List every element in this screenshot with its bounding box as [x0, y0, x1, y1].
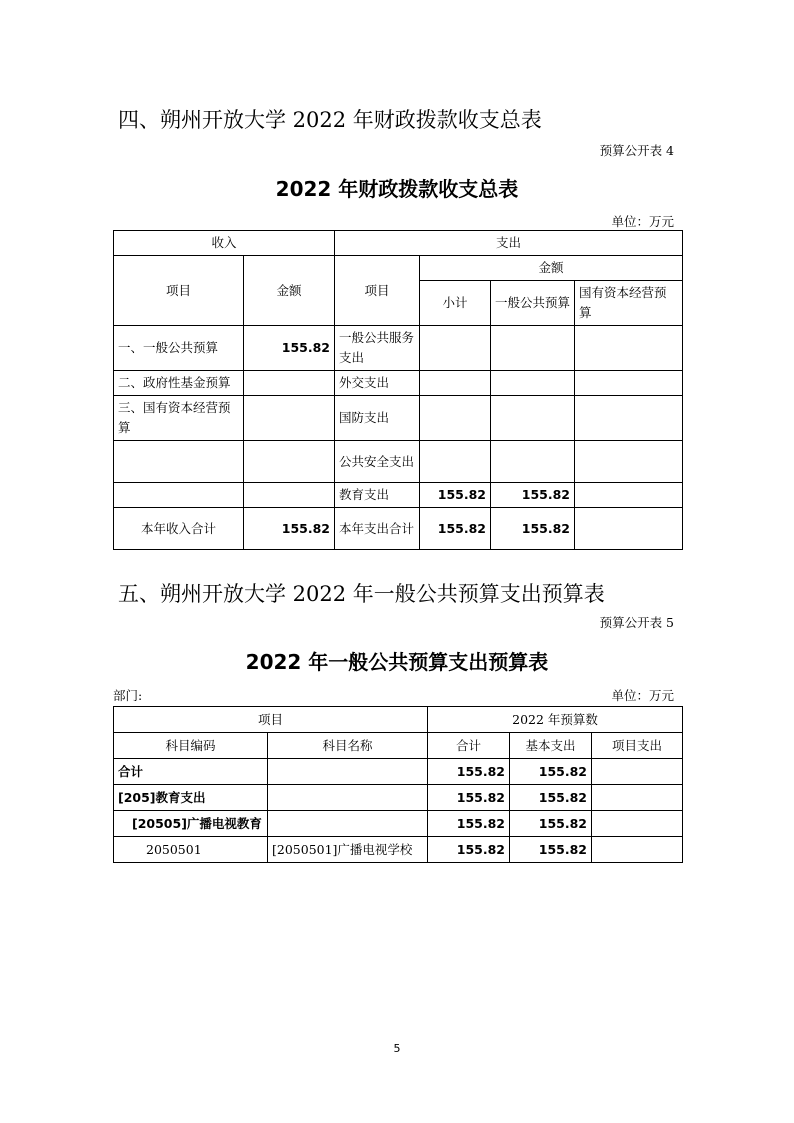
expense-item: 国防支出	[335, 396, 420, 441]
project-value	[592, 837, 683, 863]
expense-state	[575, 396, 683, 441]
income-amount	[244, 483, 335, 508]
income-amount	[244, 371, 335, 396]
total-value: 155.82	[428, 759, 510, 785]
section4-heading: 四、朔州开放大学 2022 年财政拨款收支总表	[118, 108, 542, 132]
section5-table-number: 预算公开表 5	[599, 615, 674, 630]
basic-value: 155.82	[510, 837, 592, 863]
header-income-amount: 金额	[244, 256, 335, 326]
expense-item: 教育支出	[335, 483, 420, 508]
project-value	[592, 759, 683, 785]
income-item	[114, 483, 244, 508]
expense-general: 155.82	[491, 483, 575, 508]
section4-title: 2022 年财政拨款收支总表	[275, 177, 519, 201]
fiscal-summary-table	[113, 230, 683, 550]
header-budget-year: 2022 年预算数	[428, 707, 683, 733]
table-row	[114, 837, 683, 863]
expense-subtotal	[420, 326, 491, 371]
header-subtotal: 小计	[420, 281, 491, 326]
header-basic: 基本支出	[510, 733, 592, 759]
general-budget-table	[113, 706, 683, 863]
table-row	[114, 396, 683, 441]
section5-department: 部门:	[113, 688, 143, 703]
expense-general	[491, 371, 575, 396]
header-subject-name: 科目名称	[268, 733, 428, 759]
expense-subtotal: 155.82	[420, 483, 491, 508]
header-general-budget: 一般公共预算	[491, 281, 575, 326]
project-value	[592, 785, 683, 811]
expense-general	[491, 326, 575, 371]
subject-name	[268, 811, 428, 837]
expense-subtotal	[420, 371, 491, 396]
subject-name	[268, 785, 428, 811]
subject-code: [20505]广播电视教育	[114, 811, 268, 837]
income-item: 一、一般公共预算	[114, 326, 244, 371]
income-amount: 155.82	[244, 326, 335, 371]
section5-unit: 单位：万元	[611, 688, 674, 703]
income-amount	[244, 396, 335, 441]
header-state-capital: 国有资本经营预算	[575, 281, 683, 326]
section4-unit: 单位：万元	[611, 214, 674, 229]
expense-state	[575, 441, 683, 483]
expense-state	[575, 371, 683, 396]
table-row	[114, 326, 683, 371]
table-row	[114, 441, 683, 483]
header-income: 收入	[114, 231, 335, 256]
header-project: 项目支出	[592, 733, 683, 759]
subject-code: 2050501	[114, 837, 268, 863]
header-income-item: 项目	[114, 256, 244, 326]
expense-general: 155.82	[491, 508, 575, 550]
header-expense-amount: 金额	[420, 256, 683, 281]
section5-title: 2022 年一般公共预算支出预算表	[245, 650, 549, 674]
expense-state	[575, 326, 683, 371]
header-total: 合计	[428, 733, 510, 759]
table-row	[114, 811, 683, 837]
section4-table-number: 预算公开表 4	[599, 143, 674, 158]
expense-general	[491, 396, 575, 441]
basic-value: 155.82	[510, 811, 592, 837]
header-expense-item: 项目	[335, 256, 420, 326]
basic-value: 155.82	[510, 785, 592, 811]
expense-subtotal	[420, 396, 491, 441]
section5-heading: 五、朔州开放大学 2022 年一般公共预算支出预算表	[118, 582, 605, 606]
header-subject-code: 科目编码	[114, 733, 268, 759]
expense-state	[575, 508, 683, 550]
total-value: 155.82	[428, 785, 510, 811]
header-item: 项目	[114, 707, 428, 733]
project-value	[592, 811, 683, 837]
income-item	[114, 441, 244, 483]
table-row	[114, 483, 683, 508]
income-item: 二、政府性基金预算	[114, 371, 244, 396]
expense-subtotal	[420, 441, 491, 483]
subject-code: 合计	[114, 759, 268, 785]
subject-name	[268, 759, 428, 785]
expense-state	[575, 483, 683, 508]
expense-item: 一般公共服务支出	[335, 326, 420, 371]
table-row	[114, 785, 683, 811]
income-item: 三、国有资本经营预算	[114, 396, 244, 441]
expense-subtotal: 155.82	[420, 508, 491, 550]
expense-item: 公共安全支出	[335, 441, 420, 483]
total-value: 155.82	[428, 811, 510, 837]
total-value: 155.82	[428, 837, 510, 863]
income-item: 本年收入合计	[114, 508, 244, 550]
expense-item: 本年支出合计	[335, 508, 420, 550]
income-amount	[244, 441, 335, 483]
income-amount: 155.82	[244, 508, 335, 550]
expense-item: 外交支出	[335, 371, 420, 396]
expense-general	[491, 441, 575, 483]
table-row	[114, 759, 683, 785]
subject-name: [2050501]广播电视学校	[268, 837, 428, 863]
table-row	[114, 508, 683, 550]
basic-value: 155.82	[510, 759, 592, 785]
header-expense: 支出	[335, 231, 683, 256]
page-number: 5	[393, 1042, 401, 1055]
table-row	[114, 371, 683, 396]
subject-code: [205]教育支出	[114, 785, 268, 811]
